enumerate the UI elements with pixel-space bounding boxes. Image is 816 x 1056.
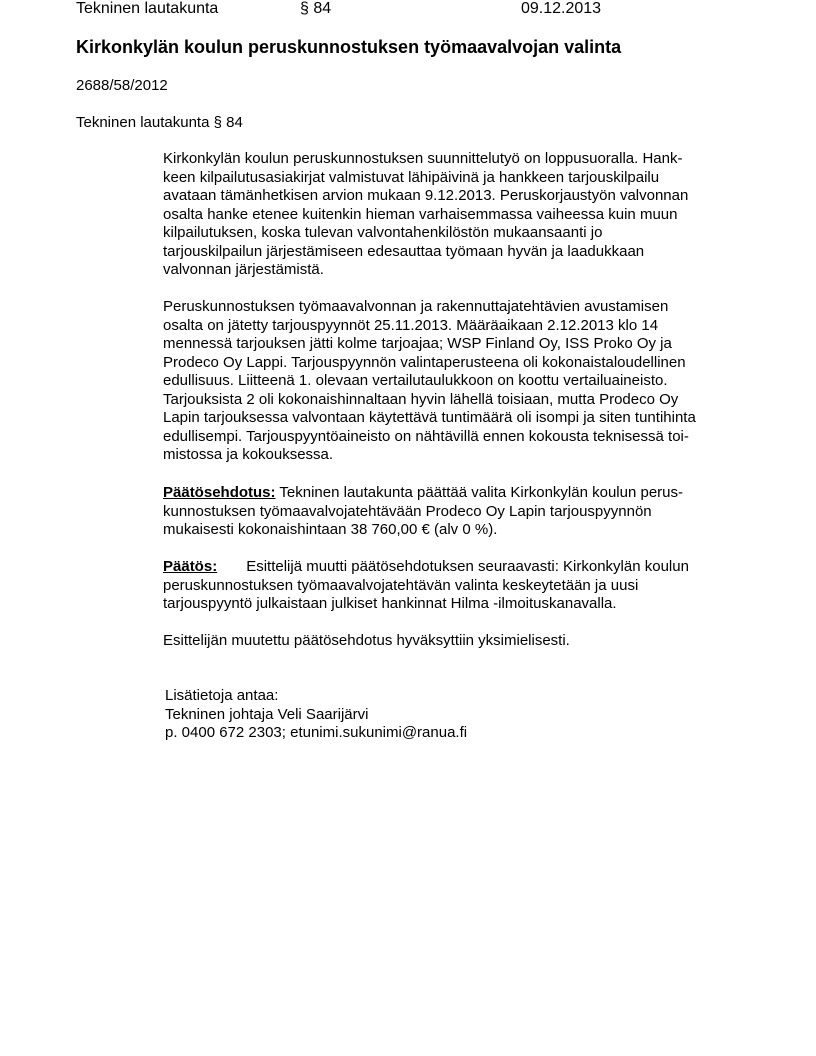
paragraph-line: tarjouspyyntö julkaistaan julkiset hankinnat Hilma -ilmoituskanavalla. (163, 595, 617, 612)
header-date: 09.12.2013 (521, 0, 602, 17)
paragraph-line: tarjouskilpailun järjestämiseen edesauttaa työmaan hyvän ja laadukkaan (163, 242, 645, 260)
paragraph-line: mennessä tarjouksen jätti kolme tarjoajaa; WSP Finland Oy, ISS Proko Oy ja (163, 335, 672, 352)
contact-heading: Lisätietoja antaa: (165, 687, 279, 704)
paragraph-line: edullisuus. Liitteenä 1. olevaan vertailutaulukkoon on koottu vertailuaineisto. (163, 372, 668, 389)
paragraph-line: osalta hanke etenee kuitenkin hieman varhaisemmassa vaiheessa kuin muun (163, 205, 678, 223)
tender-paragraph (163, 298, 743, 465)
decision-label: Päätös: (163, 558, 218, 575)
paragraph-line: mistossa ja kokouksessa. (163, 446, 334, 463)
paragraph-line: osalta on jätetty tarjouspyynnöt 25.11.2013. Määräaikaan 2.12.2013 klo 14 (163, 316, 659, 334)
document-title: Kirkonkylän koulun peruskunnostuksen työmaavalvojan valinta (76, 37, 622, 57)
contact-block (165, 687, 745, 743)
paragraph-line: Lapin tarjouksessa valvontaan käytettävä tuntimäärä oli isompi ja siten tuntihinta (163, 409, 696, 426)
paragraph-line: Tarjouksista 2 oli kokonaishinnaltaan hyvin lähellä toisiaan, mutta Prodeco Oy (163, 390, 679, 408)
contact-person: Tekninen johtaja Veli Saarijärvi (165, 705, 369, 723)
approval-line (163, 632, 743, 651)
decision-text: Esittelijä muutti päätösehdotuksen seuraavasti: Kirkonkylän koulun (246, 558, 689, 575)
paragraph-line: peruskunnostuksen työmaavalvojatehtävän valinta keskeytetään ja uusi (163, 576, 639, 594)
paragraph-line: keen kilpailutusasiakirjat valmistuvat lähipäivinä ja hankkeen tarjouskilpailu (163, 168, 660, 186)
paragraph-line: Peruskunnostuksen työmaavalvonnan ja rakennuttajatehtävien avustamisen (163, 298, 669, 315)
paragraph-line: avataan tämänhetkisen arvion mukaan 9.12.2013. Peruskorjaustyön valvonnan (163, 187, 689, 204)
case-number: 2688/58/2012 (76, 77, 168, 94)
paragraph-line: kunnostuksen työmaavalvojatehtävään Prodeco Oy Lapin tarjouspyynnön (163, 502, 652, 520)
paragraph-line: mukaisesti kokonaishintaan 38 760,00 € (alv 0 %). (163, 521, 498, 538)
contact-phone-email: p. 0400 672 2303; etunimi.sukunimi@ranua.fi (165, 724, 468, 741)
background-paragraph (163, 150, 743, 280)
decision-first-line (163, 558, 743, 577)
proposal-paragraph (163, 484, 743, 540)
approval-text: Esittelijän muutettu päätösehdotus hyväksyttiin yksimielisesti. (163, 632, 570, 649)
header-section: § 84 (300, 0, 332, 17)
paragraph-line: edullisempi. Tarjouspyyntöaineisto on nähtävillä ennen kokousta teknisessä toi- (163, 427, 689, 445)
proposal-label: Päätösehdotus: (163, 484, 276, 501)
header-department: Tekninen lautakunta (76, 0, 219, 17)
paragraph-line: Prodeco Oy Lappi. Tarjouspyynnön valintaperusteena oli kokonaistaloudellinen (163, 353, 686, 371)
proposal-first-line (163, 484, 743, 503)
reference-line: Tekninen lautakunta § 84 (76, 114, 243, 131)
proposal-text: Tekninen lautakunta päättää valita Kirkonkylän koulun perus- (275, 484, 683, 501)
paragraph-line: valvonnan järjestämistä. (163, 261, 324, 278)
paragraph-line: Kirkonkylän koulun peruskunnostuksen suunnittelutyö on loppusuoralla. Hank- (163, 150, 683, 167)
decision-paragraph (163, 558, 743, 614)
paragraph-line: kilpailutuksen, koska tulevan valvontahenkilöstön mukaansaanti jo (163, 224, 603, 241)
